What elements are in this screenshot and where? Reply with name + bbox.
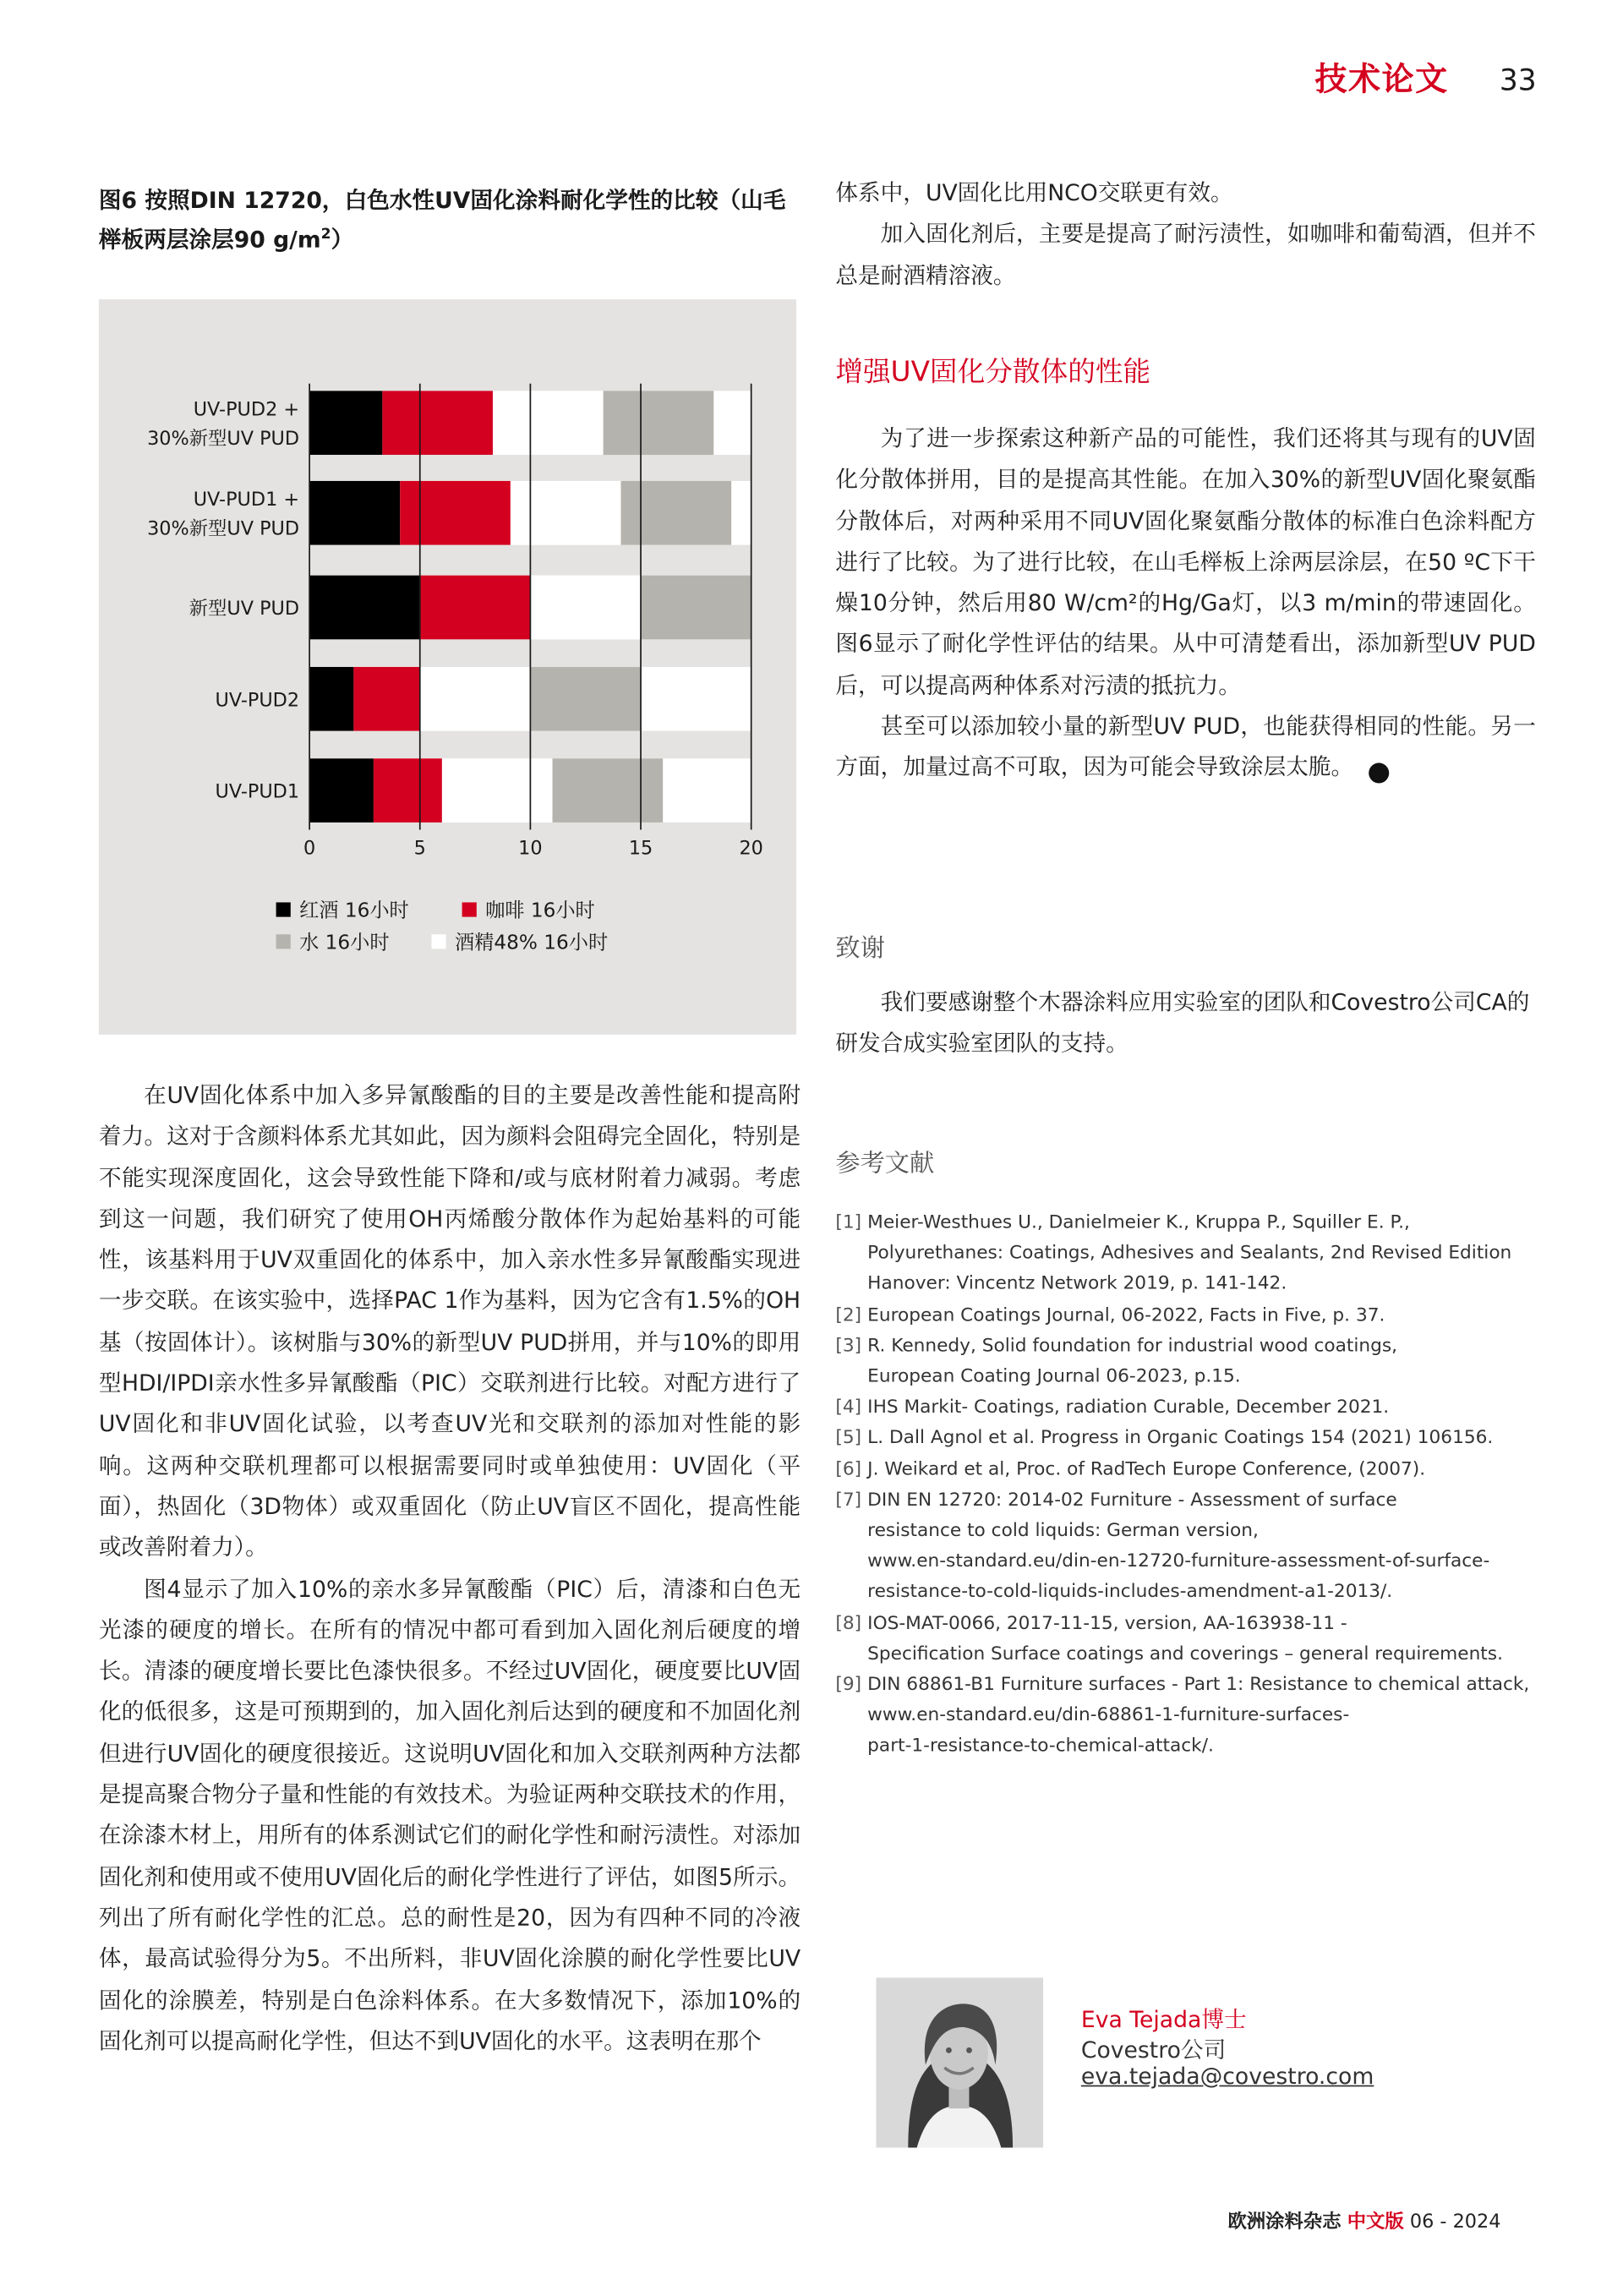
bar-segment [641, 576, 751, 640]
acknowledgement-text [835, 982, 1536, 1064]
stacked-bar-chart [99, 299, 796, 1035]
reference-line: Meier-Westhues U., Danielmeier K., Kruppa P., Squiller E. P., [867, 1210, 1410, 1233]
reference-line: IHS Markit- Coatings, radiation Curable, December 2021. [867, 1395, 1390, 1418]
body-continuation: 体系中，UV固化比用NCO交联更有效。 [835, 180, 1233, 207]
x-tick-label: 20 [739, 837, 763, 860]
reference-text [867, 1329, 1397, 1391]
reference-text [867, 1484, 1489, 1607]
legend-swatch [462, 902, 477, 916]
page-footer [1227, 2206, 1500, 2233]
bar-segment [309, 667, 353, 731]
reference-line: IOS-MAT-0066, 2017-11-15, version, AA-163938-11 - [867, 1610, 1347, 1633]
x-tick-label: 5 [413, 837, 426, 860]
body-paragraph: 为了进一步探索这种新产品的可能性，我们还将其与现有的UV固化分散体拼用，目的是提高其性能。在加入30%的新型UV固化聚氨酯分散体后，对两种采用不同UV固化聚氨酯分散体的标准白色涂料配方进行了比较。为了进行比较，在山毛榉板上涂两层涂层，在50 ºC下干燥10分钟，然后用80 W/cm²的Hg/Ga灯，以3 m/min的带速固化。图6显示了耐化学性评估的结果。从中可清楚看出，添加新型UV PUD后，可以提高两种体系对污渍的抵抗力。 [835, 425, 1536, 699]
reference-text [867, 1298, 1385, 1329]
legend-label: 水 16小时 [299, 931, 390, 954]
category-label: UV-PUD1 [215, 780, 300, 803]
reference-number: [3] [835, 1333, 862, 1356]
body-left-column [99, 1075, 801, 2062]
bar-segment [309, 481, 400, 545]
reference-number: [2] [835, 1303, 862, 1325]
reference-number: [7] [835, 1487, 862, 1510]
reference-item [835, 1329, 1547, 1391]
footer-edition: 中文版 [1347, 2211, 1404, 2233]
x-tick-label: 0 [303, 837, 316, 860]
bar-segment [621, 481, 732, 545]
bar-segment [420, 576, 531, 640]
caption-text: 图6 按照DIN 12720，白色水性UV固化涂料耐化学性的比较（山毛榉板两层涂层90 g/m [98, 187, 786, 254]
legend-label: 红酒 16小时 [299, 899, 409, 922]
acknowledgement-heading: 致谢 [835, 934, 885, 964]
figure-caption [99, 183, 796, 258]
legend-label: 咖啡 16小时 [485, 899, 595, 922]
reference-line: DIN EN 12720: 2014-02 Furniture - Assessment of surface [867, 1487, 1397, 1510]
category-label: UV-PUD2 + [193, 398, 300, 421]
section-heading: 增强UV固化分散体的性能 [835, 356, 1151, 388]
acknowledgement-paragraph: 我们要感谢整个木器涂料应用实验室的团队和Covestro公司CA的研发合成实验室团队的支持。 [835, 989, 1530, 1058]
reference-text [867, 1391, 1389, 1421]
body-right-top [835, 173, 1536, 297]
references-heading: 参考文献 [835, 1149, 935, 1179]
body-paragraph [835, 707, 1536, 789]
reference-text [867, 1452, 1425, 1483]
bar-segment [309, 576, 420, 640]
reference-text [867, 1422, 1493, 1452]
reference-item [835, 1668, 1547, 1760]
reference-item [835, 1298, 1547, 1329]
reference-line: www.en-standard.eu/din-en-12720-furniture-assessment-of-surface- [867, 1549, 1490, 1572]
x-tick-label: 15 [628, 837, 653, 860]
reference-line: European Coating Journal 06-2023, p.15. [867, 1364, 1241, 1386]
reference-item [835, 1452, 1547, 1483]
author-name: Eva Tejada博士 [1080, 2006, 1247, 2033]
reference-text [867, 1206, 1511, 1298]
bar-segment [604, 391, 714, 455]
bar-segment [309, 758, 374, 823]
legend-label: 酒精48% 16小时 [455, 931, 609, 954]
bar-segment [553, 758, 664, 823]
reference-number: [6] [835, 1457, 862, 1479]
body-paragraph: 在UV固化体系中加入多异氰酸酯的目的主要是改善性能和提高附着力。这对于含颜料体系尤其如此，因为颜料会阻碍完全固化，特别是不能实现深度固化，这会导致性能下降和/或与底材附着力减弱。考虑到这一问题，我们研究了使用OH丙烯酸分散体作为起始基料的可能性，该基料用于UV双重固化的体系中，加入亲水性多异氰酸酯实现进一步交联。在该实验中，选择PAC 1作为基料，因为它含有1.5%的OH基（按固体计）。该树脂与30%的新型UV PUD拼用，并与10%的即用型HDI/IPDI亲水性多异氰酸酯（PIC）交联剂进行比较。对配方进行了UV固化和非UV固化试验，以考查UV光和交联剂的添加对性能的影响。这两种交联机理都可以根据需要同时或单独使用：UV固化（平面），热固化（3D物体）或双重固化（防止UV盲区不固化，提高性能或改善附着力）。 [98, 1082, 801, 1561]
chart-panel [99, 299, 796, 1035]
bar-segment [530, 576, 641, 640]
bar-segment [420, 667, 531, 731]
bar-segment [400, 481, 511, 545]
body-paragraph: 加入固化剂后，主要是提高了耐污渍性，如咖啡和葡萄酒，但并不总是耐酒精溶液。 [835, 221, 1536, 289]
reference-item [835, 1206, 1547, 1298]
bar-segment [353, 667, 419, 731]
category-label: UV-PUD2 [215, 689, 300, 712]
reference-line: L. Dall Agnol et al. Progress in Organic Coatings 154 (2021) 106156. [867, 1425, 1494, 1448]
reference-line: DIN 68861-B1 Furniture surfaces - Part 1: Resistance to chemical attack, [867, 1672, 1530, 1695]
reference-line: J. Weikard et al, Proc. of RadTech Europe Conference, (2007). [867, 1457, 1426, 1479]
reference-text [867, 1668, 1529, 1760]
reference-number: [9] [835, 1672, 862, 1695]
reference-line: www.en-standard.eu/din-68861-1-furniture-surfaces- [867, 1703, 1350, 1725]
author-photo [876, 1977, 1043, 2147]
caption-superscript: 2 [320, 227, 331, 243]
page-number: 33 [1499, 62, 1537, 98]
author-email-link[interactable]: eva.tejada@covestro.com [1080, 2063, 1374, 2090]
category-label: UV-PUD1 + [193, 489, 300, 511]
section-title: 技术论文 [1314, 62, 1449, 99]
category-label: 新型UV PUD [189, 598, 300, 620]
reference-line: R. Kennedy, Solid foundation for industrial wood coatings, [867, 1333, 1398, 1356]
footer-magazine: 欧洲涂料杂志 [1227, 2211, 1342, 2233]
category-label: 30%新型UV PUD [147, 517, 300, 540]
reference-number: [4] [835, 1395, 862, 1418]
reference-line: Polyurethanes: Coatings, Adhesives and Sealants, 2nd Revised Edition [867, 1241, 1512, 1264]
reference-item [835, 1422, 1547, 1452]
footer-issue: 06 - 2024 [1409, 2211, 1501, 2233]
bar-segment [530, 667, 641, 731]
reference-number: [5] [835, 1425, 862, 1448]
end-of-article-icon: ◂ [1368, 763, 1388, 784]
body-right-mid [835, 418, 1536, 789]
legend-swatch [276, 934, 291, 948]
bar-segment [309, 391, 382, 455]
reference-line: part-1-resistance-to-chemical-attack/. [867, 1734, 1214, 1757]
reference-item [835, 1484, 1547, 1607]
x-tick-label: 10 [518, 837, 543, 860]
legend-swatch [432, 934, 446, 948]
bar-segment [511, 481, 621, 545]
reference-item [835, 1606, 1547, 1668]
references-list [835, 1206, 1547, 1761]
reference-line: European Coatings Journal, 06-2022, Facts in Five, p. 37. [867, 1303, 1385, 1325]
reference-line: resistance-to-cold-liquids-includes-amendment-a1-2013/. [867, 1580, 1393, 1602]
bar-segment [493, 391, 604, 455]
reference-item [835, 1391, 1547, 1421]
legend-swatch [276, 902, 291, 916]
bar-segment [382, 391, 493, 455]
reference-text [867, 1606, 1503, 1668]
reference-number: [1] [835, 1210, 862, 1233]
reference-line: resistance to cold liquids: German version, [867, 1518, 1259, 1541]
reference-line: Specification Surface coatings and coverings – general requirements. [867, 1642, 1503, 1664]
reference-number: [8] [835, 1610, 862, 1633]
body-paragraph-text: 甚至可以添加较小量的新型UV PUD，也能获得相同的性能。另一方面，加量过高不可取，因为可能会导致涂层太脆。 [835, 713, 1536, 781]
body-paragraph: 图4显示了加入10%的亲水多异氰酸酯（PIC）后，清漆和白色无光漆的硬度的增长。在所有的情况中都可看到加入固化剂后硬度的增长。清漆的硬度增长要比色漆快很多。不经过UV固化，硬度要比UV固化的低很多，这是可预期到的，加入固化剂后达到的硬度和不加固化剂但进行UV固化的硬度很接近。这说明UV固化和加入交联剂两种方法都是提高聚合物分子量和性能的有效技术。为验证两种交联技术的作用，在涂漆木材上，用所有的体系测试它们的耐化学性和耐污渍性。对添加固化剂和使用或不使用UV固化后的耐化学性进行了评估，如图5所示。列出了所有耐化学性的汇总。总的耐性是20，因为有四种不同的冷液体，最高试验得分为5。不出所料，非UV固化涂膜的耐化学性要比UV固化的涂膜差，特别是白色涂料体系。在大多数情况下，添加10%的固化剂可以提高耐化学性，但达不到UV固化的水平。这表明在那个 [98, 1576, 801, 2055]
caption-close: ） [331, 227, 354, 254]
bar-segment [442, 758, 553, 823]
author-company: Covestro公司 [1080, 2036, 1227, 2064]
reference-line: Hanover: Vincentz Network 2019, p. 141-142. [867, 1271, 1287, 1294]
bar-segment [374, 758, 442, 823]
category-label: 30%新型UV PUD [147, 427, 300, 450]
